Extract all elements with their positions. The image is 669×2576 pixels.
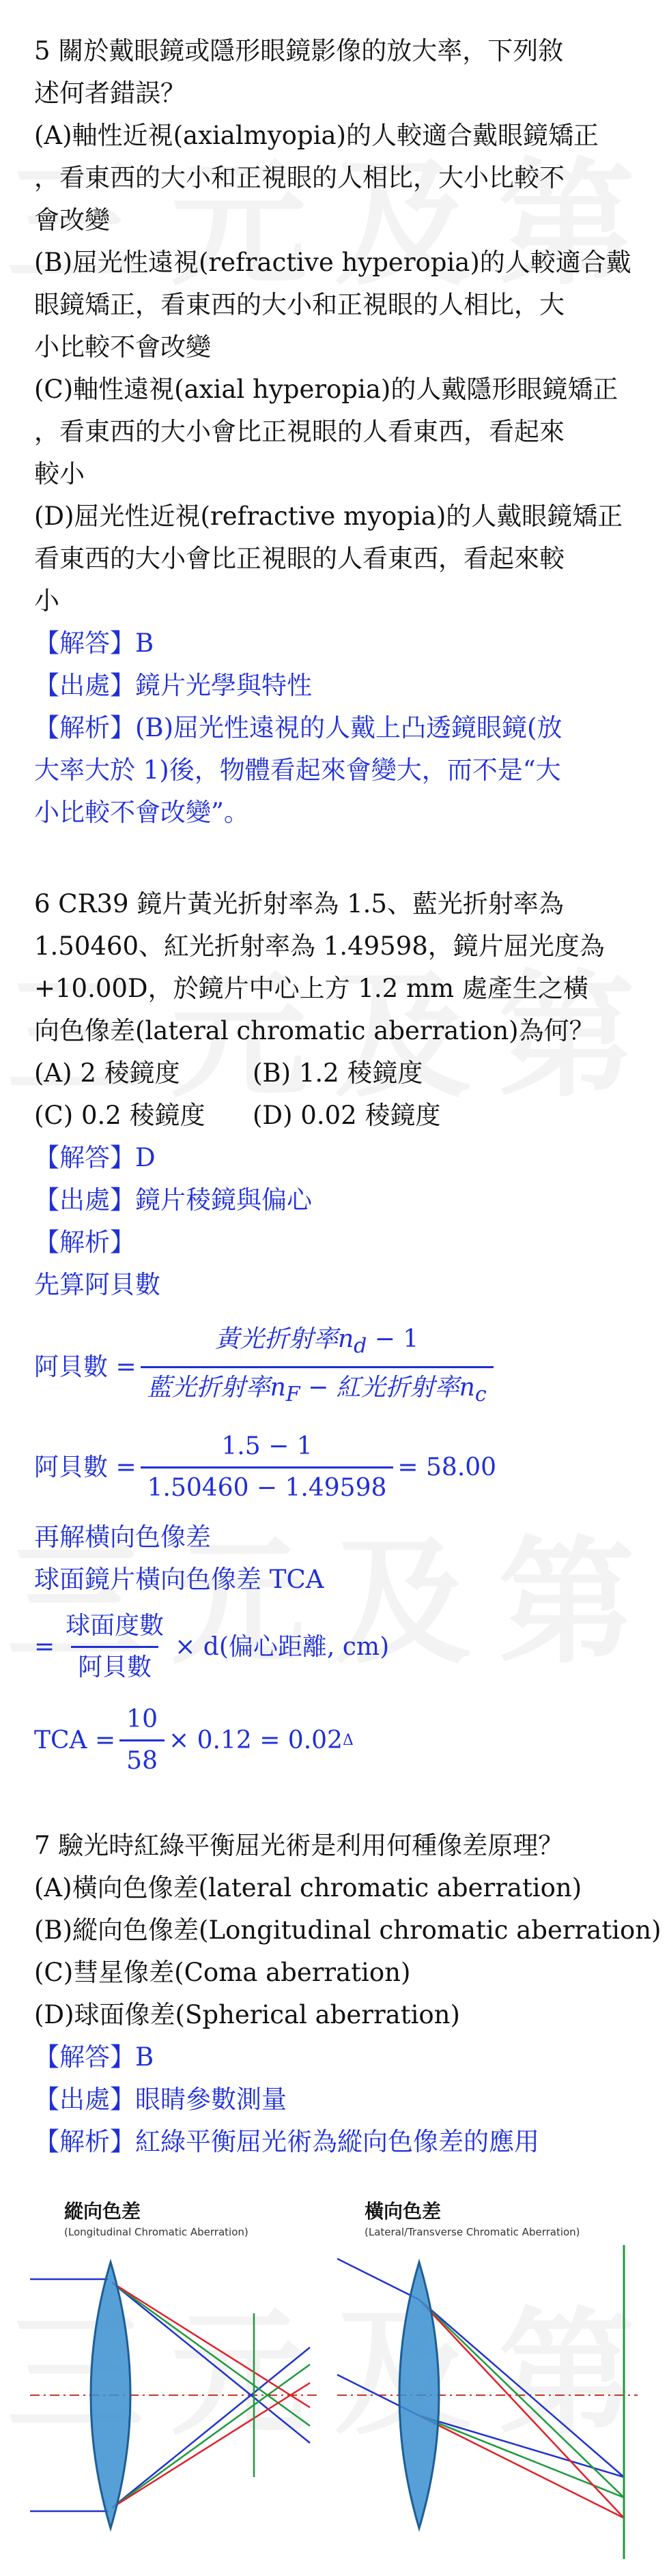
question-5-line: 較小	[34, 459, 85, 489]
question-5-line: ，看東西的大小和正視眼的人相比，大小比較不	[34, 163, 565, 192]
explanation-5: 小比較不會改變”。	[34, 798, 249, 827]
tca-tail: × d(偏心距離, cm)	[175, 1632, 390, 1661]
explanation-5: 大率大於 1)後，物體看起來會變大，而不是“大	[34, 755, 561, 785]
question-6-options-row	[34, 1052, 639, 1095]
source-5: 【出處】鏡片光學與特性	[34, 671, 312, 700]
question-5-option-a: (A)軸性近視(axialmyopia)的人較適合戴眼鏡矯正	[34, 121, 599, 150]
tca2-tail: × 0.12 = 0.02	[168, 1726, 343, 1754]
answer-5: 【解答】B	[34, 628, 154, 658]
right-subtitle: (Lateral/Transverse Chromatic Aberration)	[365, 2226, 580, 2239]
source-7: 【出處】眼睛參數測量	[34, 2085, 287, 2115]
convex-lens-right	[399, 2262, 439, 2528]
calc-numerator: 1.5 − 1	[221, 1432, 313, 1461]
abbe-numerator-sub: d	[354, 1334, 367, 1359]
right-title: 橫向色差	[365, 2200, 442, 2223]
green-ray	[419, 2300, 624, 2498]
question-5-option-d: (D)屈光性近視(refractive myopia)的人戴眼鏡矯正	[34, 502, 623, 531]
explanation-5: 【解析】(B)屈光性遠視的人戴上凸透鏡眼鏡(放	[34, 713, 563, 742]
question-6-line: 1.50460、紅光折射率為 1.49598，鏡片屈光度為	[34, 931, 605, 961]
question-7-option-a: (A)橫向色像差(lateral chromatic aberration)	[34, 1873, 582, 1903]
question-6-option-d: (D) 0.02 稜鏡度	[253, 1101, 441, 1130]
question-6-option-a: (A) 2 稜鏡度	[34, 1058, 180, 1088]
incoming-ray	[337, 2259, 419, 2300]
abbe-numerator-tail: − 1	[367, 1325, 419, 1353]
question-5-line: 5 關於戴眼鏡或隱形眼鏡影像的放大率，下列敘	[34, 36, 564, 66]
question-5	[34, 0, 639, 834]
calc-fraction	[141, 1431, 394, 1504]
answer-6: 【解答】D	[34, 1143, 156, 1172]
explanation-7: 【解析】紅綠平衡屈光術為縱向色像差的應用	[34, 2127, 539, 2157]
red-ray	[419, 2300, 624, 2518]
tca2-label: TCA =	[34, 1726, 116, 1754]
question-5-line: 小	[34, 586, 59, 616]
tca-formula	[34, 1610, 639, 1683]
calc-result: = 58.00	[397, 1453, 497, 1481]
abbe-denominator-b-sub: c	[474, 1383, 487, 1407]
question-6-options-row	[34, 1095, 639, 1137]
lateral-panel	[337, 2200, 638, 2559]
red-ray	[112, 2383, 310, 2508]
abbe-calculation	[34, 1431, 639, 1504]
answer-7: 【解答】B	[34, 2042, 154, 2072]
question-7-option-c: (C)彗星像差(Coma aberration)	[34, 1958, 411, 1988]
blue-ray	[419, 2300, 624, 2477]
convex-lens-left	[91, 2262, 130, 2528]
tca-fraction	[59, 1610, 171, 1683]
question-5-option-b: (B)屈光性遠視(refractive hyperopia)的人較適合戴	[34, 248, 631, 277]
question-7-option-d: (D)球面像差(Spherical aberration)	[34, 2000, 460, 2030]
explanation-6-step: 球面鏡片橫向色像差 TCA	[34, 1565, 324, 1595]
question-7	[34, 1825, 661, 2163]
abbe-fraction	[141, 1324, 494, 1410]
abbe-numerator: 黃光折射率n	[214, 1325, 354, 1353]
green-ray	[112, 2364, 310, 2508]
question-6-line: +10.00D，於鏡片中心上方 1.2 mm 處產生之橫	[34, 974, 588, 1003]
tca-numerator: 球面度數	[66, 1612, 165, 1640]
tca2-denominator: 58	[119, 1739, 165, 1777]
abbe-denominator-a: 藍光折射率n	[147, 1374, 286, 1402]
source-6: 【出處】鏡片稜鏡與偏心	[34, 1185, 312, 1215]
question-7-option-b: (B)縱向色像差(Longitudinal chromatic aberration)	[34, 1915, 661, 1945]
question-5-line: 小比較不會改變	[34, 332, 211, 362]
left-subtitle: (Longitudinal Chromatic Aberration)	[64, 2226, 248, 2239]
question-5-option-c: (C)軸性遠視(axial hyperopia)的人戴隱形眼鏡矯正	[34, 375, 618, 404]
question-5-line: 眼鏡矯正，看東西的大小和正視眼的人相比，大	[34, 290, 565, 319]
question-5-line: ，看東西的大小會比正視眼的人看東西，看起來	[34, 417, 565, 446]
explanation-6-step: 再解橫向色像差	[34, 1522, 211, 1552]
chromatic-aberration-diagram	[30, 2190, 644, 2573]
question-6-line: 向色像差(lateral chromatic aberration)為何？	[34, 1016, 595, 1045]
explanation-6-header: 【解析】	[34, 1228, 135, 1257]
question-6	[34, 883, 639, 1777]
question-7-line: 7 驗光時紅綠平衡屈光術是利用何種像差原理？	[34, 1831, 564, 1861]
calc-label: 阿貝數 =	[34, 1453, 137, 1481]
longitudinal-panel	[30, 2200, 317, 2528]
tca-equals: =	[34, 1632, 55, 1661]
question-5-line: 述何者錯誤？	[34, 78, 186, 108]
tca-denominator: 阿貝數	[71, 1646, 158, 1683]
question-5-line: 看東西的大小會比正視眼的人看東西，看起來較	[34, 544, 565, 573]
question-6-line: 6 CR39 鏡片黃光折射率為 1.5、藍光折射率為	[34, 889, 564, 918]
abbe-formula	[34, 1324, 639, 1410]
blue-ray	[112, 2283, 310, 2443]
tca-calculation	[34, 1704, 639, 1777]
red-ray	[112, 2283, 310, 2407]
question-6-option-c: (C) 0.2 稜鏡度	[34, 1101, 205, 1130]
question-6-option-b: (B) 1.2 稜鏡度	[253, 1058, 423, 1088]
green-ray	[112, 2283, 310, 2426]
left-title: 縱向色差	[64, 2200, 141, 2223]
blue-ray	[112, 2347, 310, 2508]
abbe-label: 阿貝數 =	[34, 1352, 137, 1381]
question-5-line: 會改變	[34, 205, 110, 235]
calc-denominator: 1.50460 − 1.49598	[141, 1466, 394, 1504]
tca2-numerator: 10	[126, 1705, 158, 1734]
tca2-unit: Δ	[342, 1731, 354, 1749]
explanation-6-step: 先算阿貝數	[34, 1270, 160, 1299]
abbe-denominator-b: − 紅光折射率n	[300, 1374, 475, 1402]
tca2-fraction	[119, 1704, 165, 1777]
abbe-denominator-a-sub: F	[285, 1383, 300, 1407]
